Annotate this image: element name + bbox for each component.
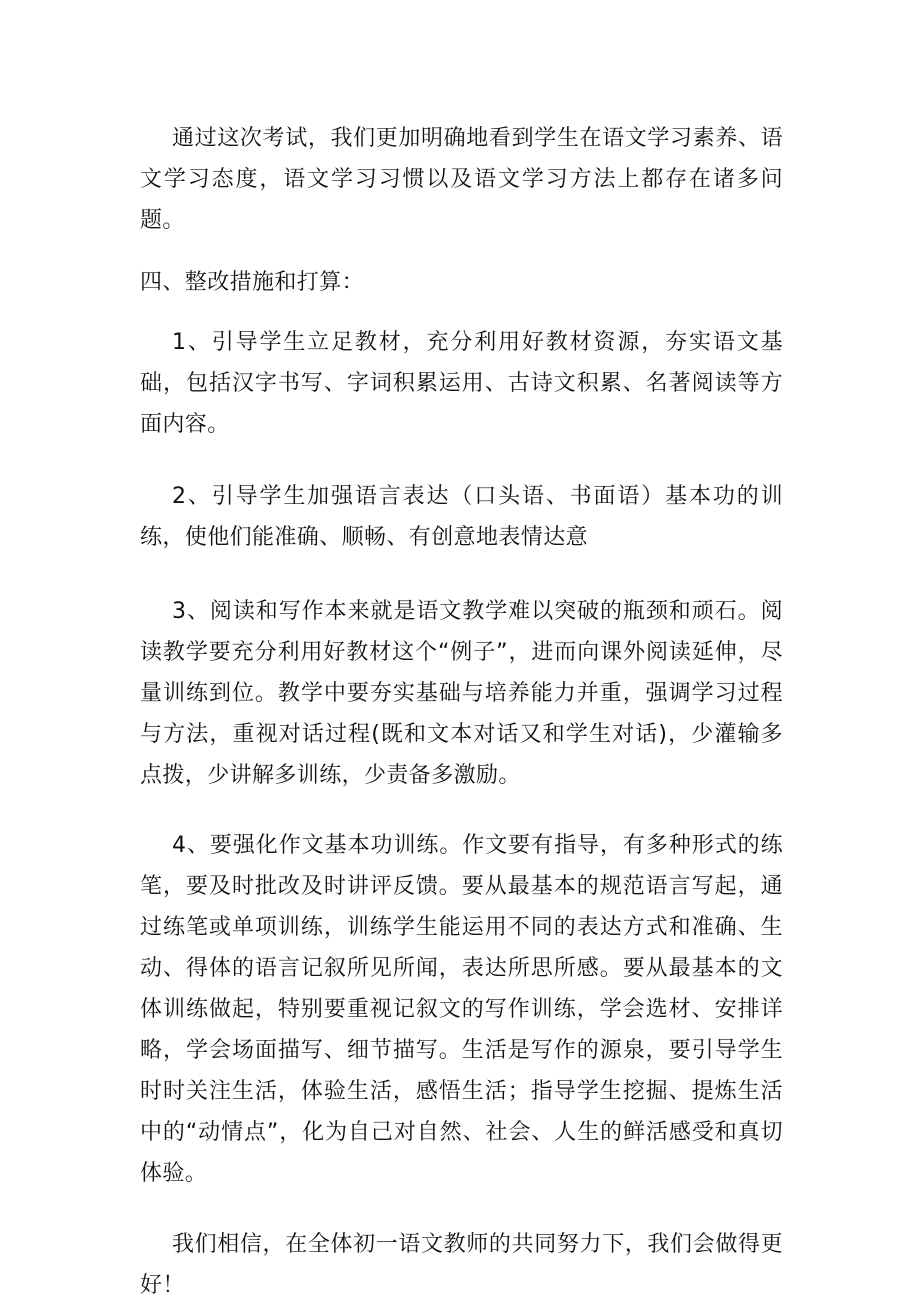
paragraph-item-4: 4、要强化作文基本功训练。作文要有指导，有多种形式的练笔，要及时批改及时讲评反馈。要从最基本的规范语言写起，通过练笔或单项训练，训练学生能运用不同的表达方式和准确、生动、得体的语言记叙所见所闻，表达所思所感。要从最基本的文体训练做起，特别要重视记叙文的写作训练，学会选材、安排详略，学会场面描写、细节描写。生活是写作的源泉，要引导学生时时关注生活，体验生活，感悟生活；指导学生挖掘、提炼生活中的“动情点”，化为自己对自然、社会、人生的鲜活感受和真切体验。 xyxy=(140,833,783,1186)
paragraph-item-1: 1、引导学生立足教材，充分利用好教材资源，夯实语文基础，包括汉字书写、字词积累运用、古诗文积累、名著阅读等方面内容。 xyxy=(140,330,783,437)
paragraph-conclusion: 我们相信，在全体初一语文教师的共同努力下，我们会做得更好！ xyxy=(140,1232,783,1298)
section-heading-measures: 四、整改措施和打算： xyxy=(140,270,365,295)
paragraph-summary: 通过这次考试，我们更加明确地看到学生在语文学习素养、语文学习态度，语文学习习惯以及语文学习方法上都存在诸多问题。 xyxy=(140,126,783,233)
paragraph-item-3: 3、阅读和写作本来就是语文教学难以突破的瓶颈和顽石。阅读教学要充分利用好教材这个“例子”，进而向课外阅读延伸，尽量训练到位。教学中要夯实基础与培养能力并重，强调学习过程与方法，重视对话过程(既和文本对话又和学生对话)，少灌输多点拨，少讲解多训练，少责备多激励。 xyxy=(140,599,783,788)
paragraph-item-2: 2、引导学生加强语言表达（口头语、书面语）基本功的训练，使他们能准确、顺畅、有创意地表情达意 xyxy=(140,484,783,550)
